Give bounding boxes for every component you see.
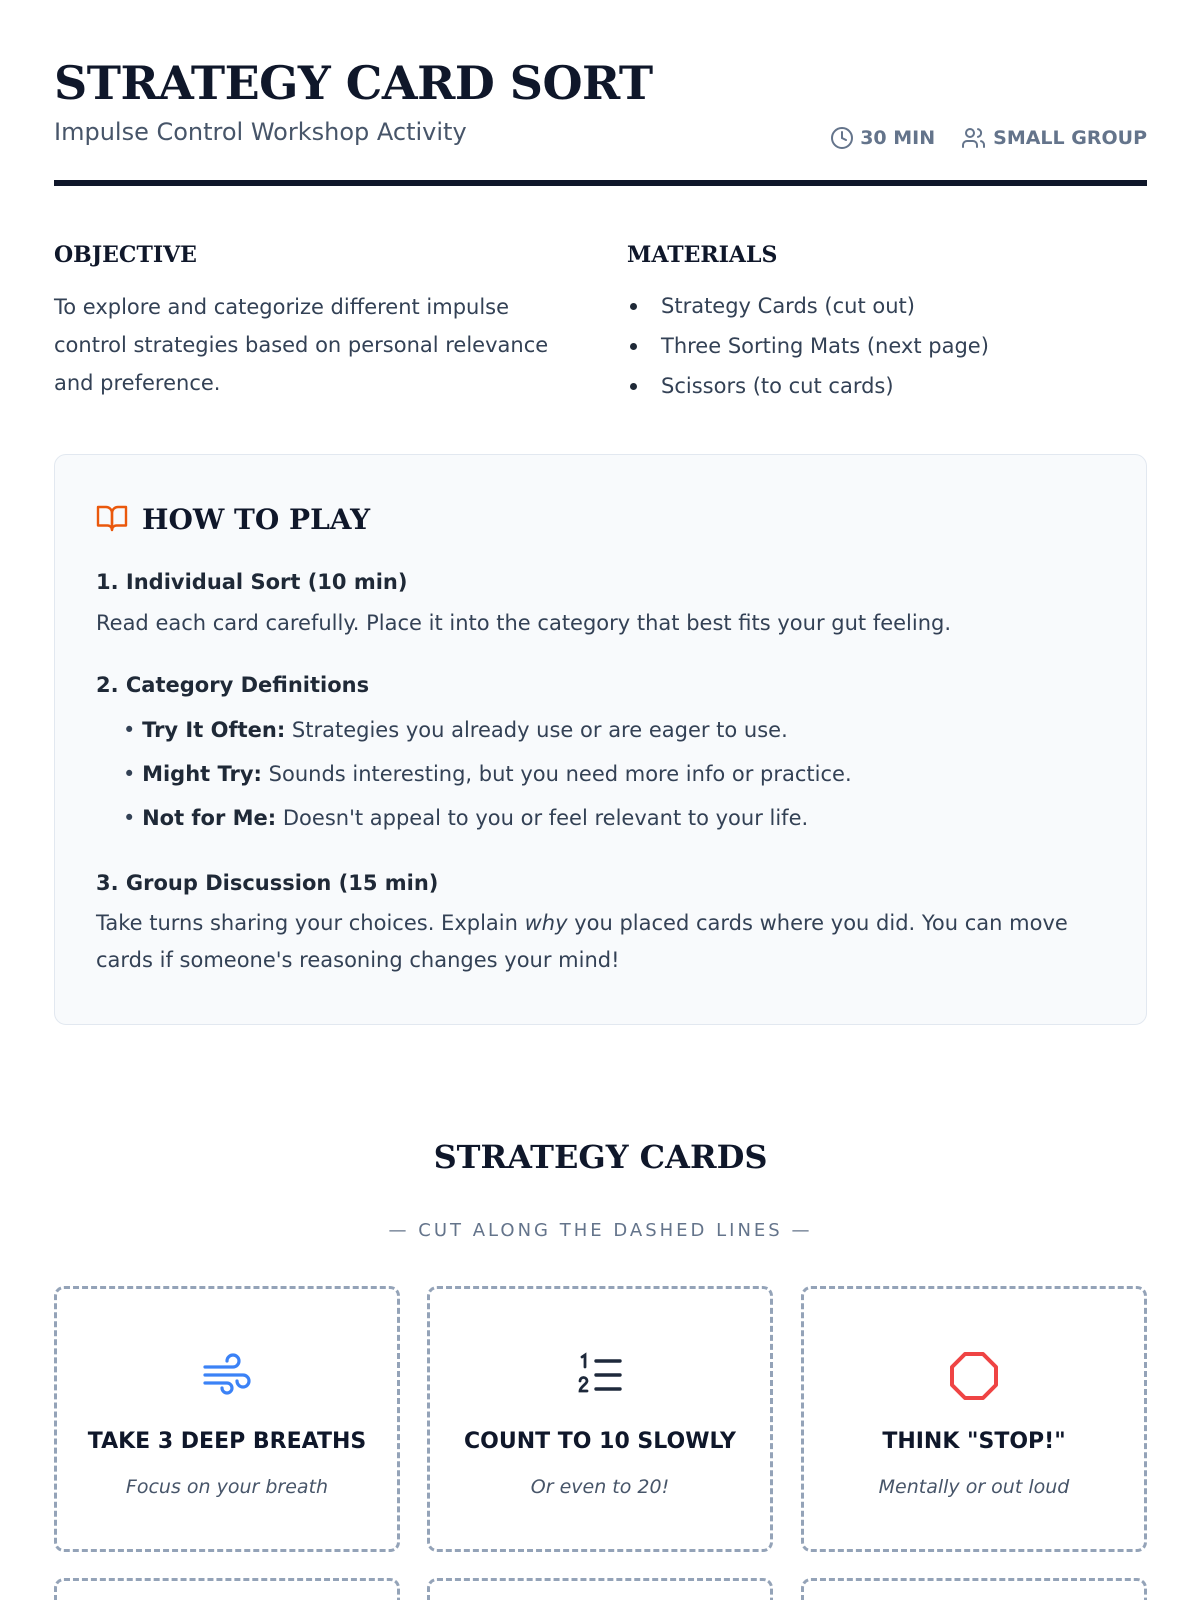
definition-text: Sounds interesting, but you need more info or practice.	[268, 762, 852, 786]
step-3-text-start: Take turns sharing your choices. Explain	[96, 911, 525, 935]
card-subtitle: Or even to 20!	[530, 1476, 670, 1498]
card-subtitle: Focus on your breath	[125, 1476, 329, 1498]
definition-term: Not for Me:	[142, 806, 277, 830]
page-title: STRATEGY CARD SORT	[54, 56, 653, 110]
wind-icon	[57, 1351, 397, 1395]
objective-section	[54, 242, 584, 402]
how-to-play-header	[96, 503, 370, 536]
definition-try-it-often: • Try It Often: Strategies you already use or are eager to use.	[123, 718, 788, 742]
definition-text: Strategies you already use or are eager to use.	[291, 718, 788, 742]
group-size-label: SMALL GROUP	[993, 127, 1147, 149]
page-subtitle: Impulse Control Workshop Activity	[54, 118, 467, 146]
how-to-play-panel	[54, 454, 1147, 1025]
strategy-card-cutoff	[427, 1578, 773, 1600]
clock-icon	[830, 126, 854, 150]
users-icon	[961, 126, 987, 150]
objective-heading: OBJECTIVE	[54, 242, 197, 268]
stop-sign-icon	[804, 1351, 1144, 1401]
duration-label: 30 MIN	[860, 127, 936, 149]
strategy-card	[427, 1286, 773, 1552]
book-open-icon	[96, 504, 128, 536]
definition-text: Doesn't appeal to you or feel relevant to your life.	[282, 806, 809, 830]
strategy-card-cutoff	[54, 1578, 400, 1600]
step-2-title: 2. Category Definitions	[96, 673, 370, 697]
header-divider	[54, 180, 1147, 186]
step-1-title: 1. Individual Sort (10 min)	[96, 570, 408, 594]
materials-heading: MATERIALS	[627, 242, 778, 268]
strategy-cards-heading: STRATEGY CARDS	[433, 1138, 768, 1176]
strategy-card-cutoff	[801, 1578, 1147, 1600]
numbered-list-icon	[430, 1351, 770, 1397]
step-3-title: 3. Group Discussion (15 min)	[96, 871, 439, 895]
definition-might-try: • Might Try: Sounds interesting, but you need more info or practice.	[123, 762, 852, 786]
definition-term: Might Try:	[142, 762, 262, 786]
strategy-card	[801, 1286, 1147, 1552]
strategy-card	[54, 1286, 400, 1552]
activity-meta	[830, 126, 1147, 150]
cut-instruction: — CUT ALONG THE DASHED LINES —	[388, 1220, 813, 1241]
group-size-badge	[961, 126, 1147, 150]
card-subtitle: Mentally or out loud	[878, 1476, 1070, 1498]
how-to-play-heading: HOW TO PLAY	[142, 503, 371, 536]
step-3-text-end: you placed cards where you did. You can move cards if someone's reasoning changes your mind!	[96, 911, 1068, 972]
materials-item: Strategy Cards (cut out)	[627, 286, 1147, 326]
materials-section	[627, 242, 1147, 406]
step-3-text	[96, 905, 1106, 979]
step-3-emphasis: why	[524, 911, 568, 935]
card-title: TAKE 3 DEEP BREATHS	[87, 1429, 367, 1454]
worksheet-page	[54, 0, 1147, 1600]
definition-term: Try It Often:	[142, 718, 286, 742]
card-title: THINK "STOP!"	[882, 1429, 1066, 1454]
step-1-text: Read each card carefully. Place it into the category that best fits your gut feeling.	[96, 611, 952, 635]
materials-item: Scissors (to cut cards)	[627, 366, 1147, 406]
materials-item: Three Sorting Mats (next page)	[627, 326, 1147, 366]
objective-text: To explore and categorize different impulse control strategies based on personal relevance and preference.	[54, 295, 549, 395]
definition-not-for-me: • Not for Me: Doesn't appeal to you or feel relevant to your life.	[123, 806, 809, 830]
duration-badge	[830, 126, 935, 150]
materials-list	[627, 286, 1147, 406]
card-title: COUNT TO 10 SLOWLY	[463, 1429, 736, 1454]
